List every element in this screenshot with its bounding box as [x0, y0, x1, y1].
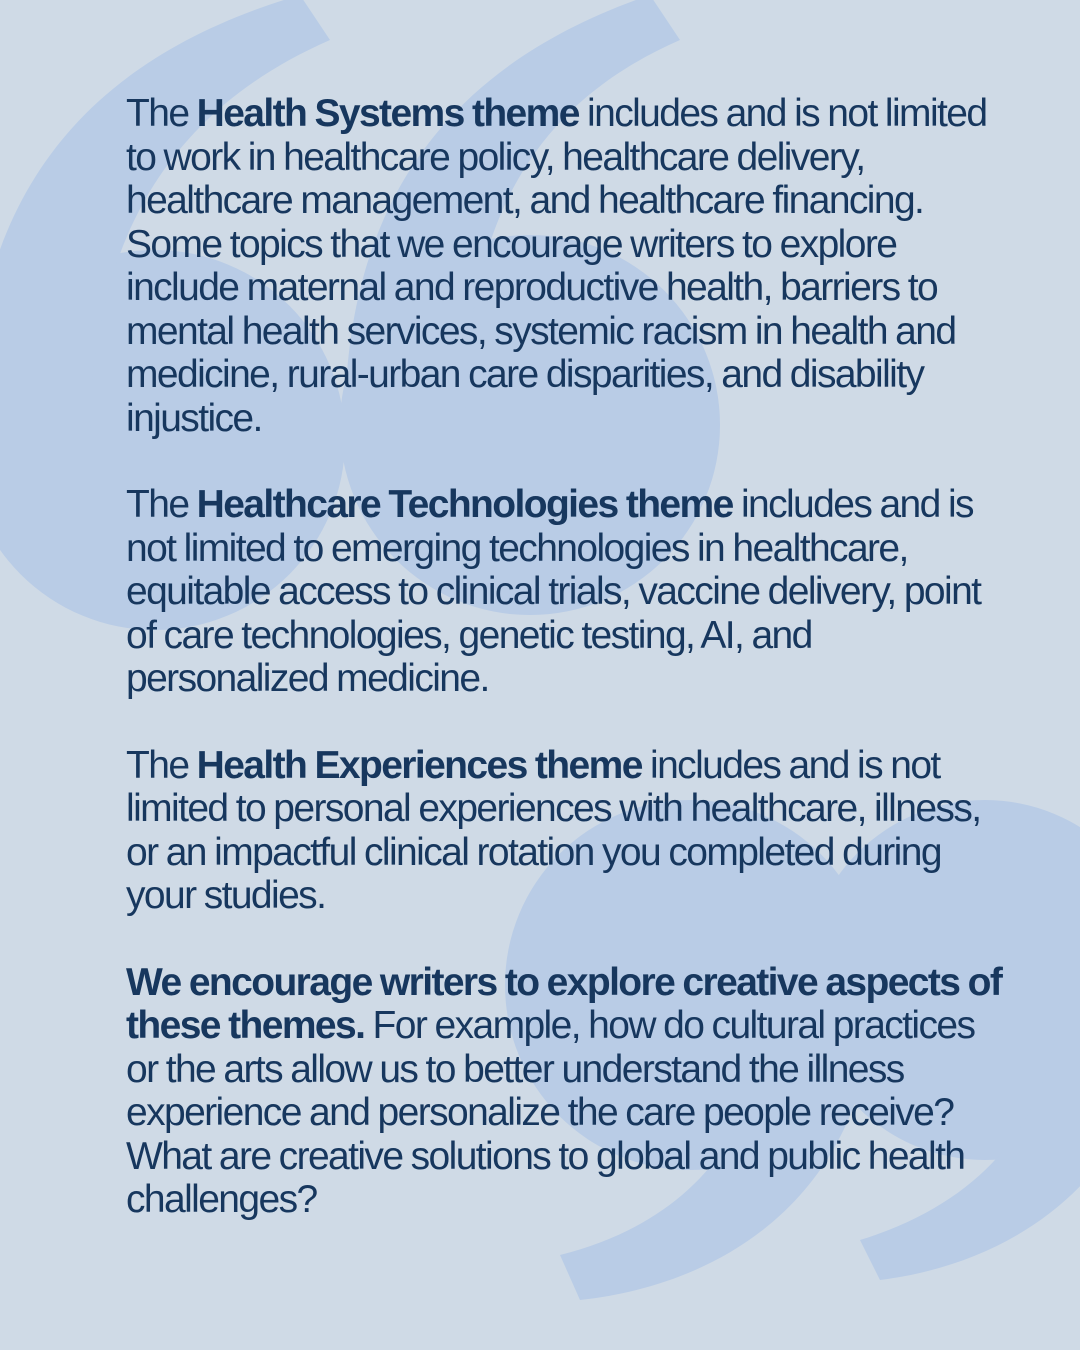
paragraph-lead: The — [126, 743, 197, 787]
paragraph-body: includes and is not limited to work in healthcare policy, healthcare delivery, healthcare management, and healthcare financing. Some topics that we encourage writers to explore include maternal and reproductive health, barriers to mental health services, systemic racism in health and medicine, rural-urban care disparities, and disability injustice. — [126, 92, 987, 440]
paragraph-body: includes and is not limited to personal experiences with healthcare, illness, or an impactful clinical rotation you completed during your studies. — [126, 743, 981, 917]
health-experiences-paragraph — [126, 744, 1006, 918]
paragraph-body: includes and is not limited to emerging technologies in healthcare, equitable access to clinical trials, vaccine delivery, point of care technologies, genetic testing, AI, and personalized medicine. — [126, 483, 981, 700]
paragraph-body: For example, how do cultural practices or the arts allow us to better understand the illness experience and personalize the care people receive? What are creative solutions to global and public health challenges? — [126, 1004, 975, 1221]
healthcare-technologies-theme-title: Healthcare Technologies theme — [196, 483, 733, 526]
paragraph-lead: The — [126, 483, 197, 526]
creative-aspects-heading: We encourage writers to explore creative aspects of these themes. — [126, 960, 1002, 1047]
paragraph-lead: The — [126, 92, 197, 135]
health-systems-paragraph — [126, 92, 1006, 440]
health-experiences-theme-title: Health Experiences theme — [196, 743, 642, 787]
health-systems-theme-title: Health Systems theme — [196, 92, 579, 135]
themes-text-block — [126, 92, 1006, 1222]
creative-aspects-paragraph — [126, 961, 1006, 1222]
healthcare-technologies-paragraph — [126, 483, 1006, 701]
